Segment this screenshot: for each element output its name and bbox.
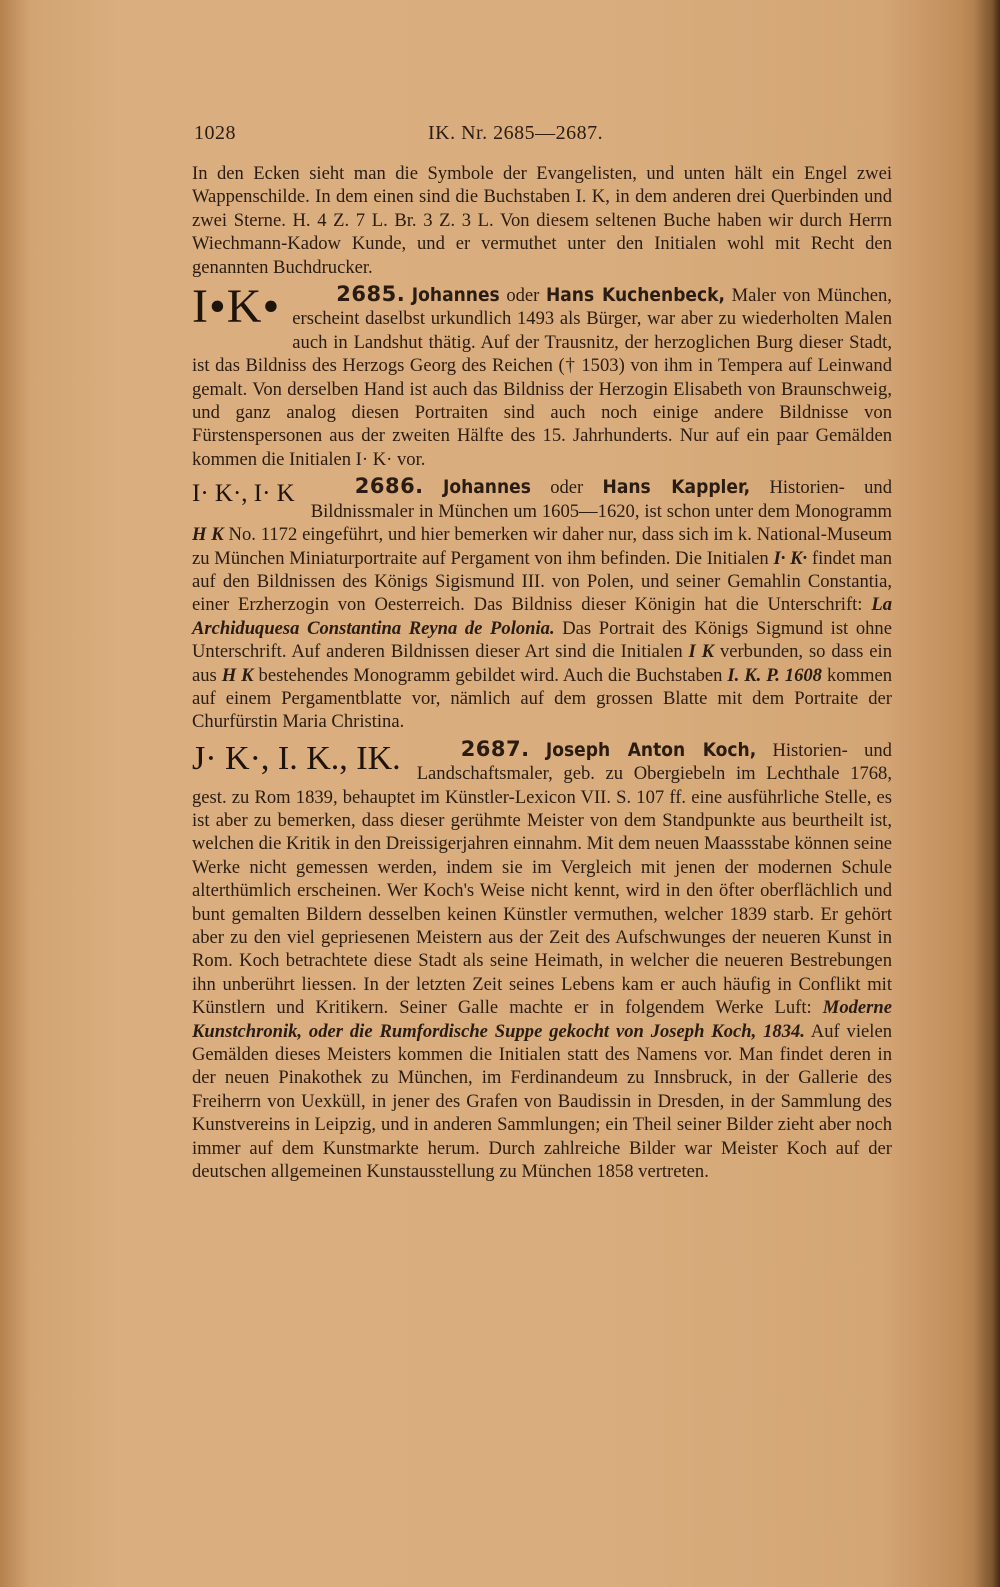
running-header [192,122,892,162]
entry-text-e: verbunden, so dass ein aus [192,641,892,686]
entry-2687 [192,738,892,1184]
running-title: IK. Nr. 2685—2687. [428,122,604,144]
entry-connector: oder [550,477,584,499]
monogram-reference: I. K. P. 1608 [727,664,822,686]
entry-text-a: Historien- und Bildnissmaler in München um 1605—1620, ist schon unter dem Monogramm [310,477,893,522]
entry-text: Maler von München, erscheint daselbst urkundlich 1493 als Bürger, war aber zu wiederholten Malen auch in Landshut thätig. Auf der Trausnitz, der herzoglichen Burg dieser Stadt, ist das Bildniss des Herzogs Georg des Reichen († 1503) von ihm in Tempera auf Leinwand gemalt. Von derselben Hand ist auch das Bildniss der Herzogin Elisabeth von Braunschweig, und ganz analog diesen Portraiten sind auch noch einige andere Bildnisse von Fürstenspersonen aus der zweiten Hälfte des 15. Jahrhunderts. Nur auf ein paar Gemälden kommen die Initialen I· K· vor. [192,285,892,470]
entry-text-b: No. 1172 eingeführt, und hier bemerken wir daher nur, dass sich im k. National-Museum zu München Miniaturportraite auf Pergament von ihm befinden. Die Initialen [192,524,892,569]
entry-name-first: Johannes [411,284,500,307]
page-number: 1028 [194,122,236,144]
entry-text-f: bestehendes Monogramm gebildet wird. Auch die Buchstaben [258,664,723,686]
entry-text-d: Das Portrait des Königs Sigmund ist ohne Unterschrift. Auf anderen Bildnissen dieser Art sind die Initialen [192,617,892,663]
entry-number: 2685. [336,282,406,307]
entry-2685 [192,280,892,471]
entry-connector: oder [506,285,540,307]
monogram-reference: I· K· [773,547,808,569]
entry-text-a: Historien- und Landschaftsmaler, geb. zu Obergiebeln im Lechthale 1768, gest. zu Rom 1839, behauptet im Künstler-Lexicon VII. S. 107 ff. eine ausführliche Stelle, es ist aber zu bemerken, dass dieser gerühmte Meister von dem Standpunkte aus beurtheilt ist, welchen die Kritik in den Dreissigerjahren einnahm. Mit dem neuen Maassstabe können seine Werke nicht gemessen werden, indem sie im Vergleich mit jenen der modernen Schule alterthümlich erscheinen. Wer Koch's Weise nicht kennt, wird in den öfter oberflächlich und bunt gemalten Bildern desselben keinen Künstler vermuthen, welcher 1839 starb. Er gehört aber zu den viel gepriesenen Meistern aus der Zeit des Aufschwunges der neueren Kunst in Rom. Koch betrachtete diese Stadt als seine Heimath, in welcher die neueren Bestrebungen ihn unberührt liessen. In der letzten Zeit seines Lebens kam er auch häufig in Conflikt mit Künstlern und Kritikern. Seiner Galle machte er in folgendem Werke Luft: [192,739,892,1019]
page-content [192,122,892,1183]
entry-name-first: Johannes [442,476,531,499]
book-title: Moderne Kunstchronik, oder die Rumfordische Suppe gekocht von Joseph Koch, 1834. [192,997,892,1042]
entry-text-g: kommen auf einem Pergamentblatte vor, nämlich auf dem grossen Blatte mit dem Portraite der Churfürstin Maria Christina. [192,664,893,733]
monogram-reference: H K [192,524,224,546]
entry-2686 [192,475,892,733]
page-gutter-shadow [974,0,1000,1587]
portrait-inscription: La Archiduquesa Constantina Reyna de Polonia. [192,594,892,639]
entry-name-second: Hans Kappler, [602,476,751,499]
monogram-reference: H K [221,664,254,686]
entry-monogram: I•K• [192,280,281,334]
entry-number: 2687. [460,736,530,761]
entry-name-second: Hans Kuchenbeck, [545,284,726,307]
intro-paragraph: In den Ecken sieht man die Symbole der Evangelisten, und unten hält ein Engel zwei Wappenschilde. In dem einen sind die Buchstaben I. K, in dem anderen drei Querbinden und zwei Sterne. H. 4 Z. 7 L. Br. 3 Z. 3 L. Von diesem seltenen Buche haben wir durch Herrn Wiechmann-Kadow Kunde, und er vermuthet unter den Initialen wohl mit Recht den genannten Buchdrucker. [192,163,892,278]
entry-text-c: findet man auf den Bildnissen des Königs Sigismund III. von Polen, und seiner Gemahlin Constantia, einer Erzherzogin von Oesterreich. Das Bildniss dieser Königin hat die Unterschrift: [192,547,893,616]
entry-monogram: J· K·, I. K., IK. [192,739,401,777]
entry-name-first: Joseph Anton Koch, [545,738,757,761]
entry-number: 2686. [354,474,424,499]
entry-text-b: Auf vielen Gemälden dieses Meisters kommen die Initialen statt des Namens vor. Man findet deren in der neuen Pinakothek zu München, im Ferdinandeum zu Innsbruck, in der Gallerie des Freiherrn von Uexküll, in jener des Grafen von Baudissin in Dresden, in der Sammlung des Kunstvereins in Leipzig, und in anderen Sammlungen; ein Theil seiner Bilder zieht aber noch immer auf dem Kunstmarkte herum. Durch zahlreiche Bilder war Meister Koch auf der deutschen allgemeinen Kunstausstellung zu München 1858 vertreten. [192,1020,892,1183]
monogram-reference: I K [688,641,715,663]
entry-monogram: I· K·, I· K [192,480,295,508]
